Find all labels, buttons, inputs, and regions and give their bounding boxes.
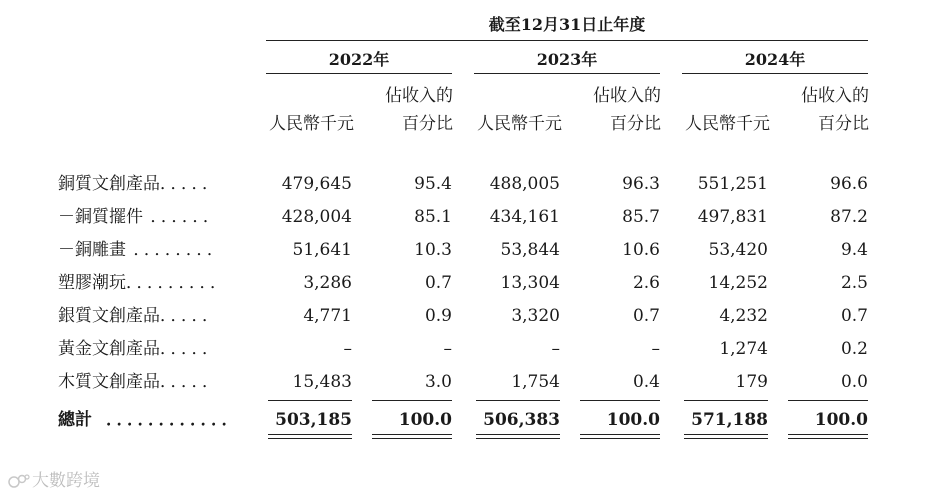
row-label-cell (58, 172, 221, 196)
subtotal-rule-2024-amount (684, 400, 768, 401)
cell-2023-amount: 53,844 (500, 240, 560, 260)
col-amount-2022: 人民幣千元 (269, 114, 354, 134)
total-2022-amount: 503,185 (275, 410, 352, 430)
cell-2022-amount: 51,641 (292, 240, 352, 260)
cell-2024-pct: 87.2 (830, 207, 868, 227)
cell-2022-pct: – (443, 339, 452, 359)
year-rule-2022 (266, 73, 452, 74)
cell-2022-pct: 0.9 (424, 306, 452, 326)
total-double-rule-2023-pct (580, 434, 660, 439)
total-2023-amount: 506,383 (483, 410, 560, 430)
cell-2022-amount: – (343, 339, 352, 359)
cell-2023-amount: 13,304 (500, 273, 560, 293)
row-dots: ．．．．．． (143, 207, 222, 227)
cell-2023-pct: 2.6 (632, 273, 660, 293)
row-dots: ．．．．． (160, 339, 221, 359)
row-label-cell (58, 304, 221, 328)
row-dots: ．．．．． (160, 306, 221, 326)
cell-2022-amount: 3,286 (303, 273, 352, 293)
year-rule-2024 (682, 73, 868, 74)
watermark-text: 大數跨境 (32, 471, 100, 491)
cell-2024-amount: 4,232 (719, 306, 768, 326)
cell-2022-pct: 0.7 (424, 273, 452, 293)
cell-2024-amount: 497,831 (697, 207, 768, 227)
cell-2023-amount: 488,005 (489, 174, 560, 194)
total-double-rule-2024-pct (788, 434, 868, 439)
cell-2023-pct: 0.4 (632, 372, 660, 392)
cell-2023-pct: 85.7 (622, 207, 660, 227)
period-header: 截至12月31日止年度 (488, 15, 646, 34)
subtotal-rule-2022-pct (372, 400, 452, 401)
col-pct-line2-2023: 百分比 (610, 114, 661, 134)
row-dots: ．．．．．．．． (126, 240, 226, 260)
cell-2022-amount: 4,771 (303, 306, 352, 326)
row-label: 木質文創產品 (58, 372, 160, 392)
row-label-cell (58, 337, 221, 361)
cell-2024-amount: 551,251 (697, 174, 768, 194)
total-dots: ．．．．．．．．．．．． (106, 410, 241, 430)
cell-2022-amount: 479,645 (281, 174, 352, 194)
total-label: 總計 (58, 410, 92, 430)
year-2023: 2023年 (536, 50, 598, 69)
year-2022: 2022年 (328, 50, 390, 69)
cell-2023-pct: 96.3 (622, 174, 660, 194)
cell-2024-pct: 0.7 (840, 306, 868, 326)
col-amount-2023: 人民幣千元 (477, 114, 562, 134)
subtotal-rule-2023-pct (580, 400, 660, 401)
cell-2022-pct: 3.0 (424, 372, 452, 392)
cell-2024-pct: 0.2 (840, 339, 868, 359)
row-dots: ．．．．． (160, 174, 221, 194)
cell-2024-amount: 1,274 (719, 339, 768, 359)
cell-2023-amount: 3,320 (511, 306, 560, 326)
subtotal-rule-2023-amount (476, 400, 560, 401)
total-double-rule-2022-amount (268, 434, 352, 439)
cell-2024-amount: 14,252 (708, 273, 768, 293)
row-label-cell (58, 370, 221, 394)
cell-2023-pct: 0.7 (632, 306, 660, 326)
subtotal-rule-2024-pct (788, 400, 868, 401)
cell-2024-pct: 0.0 (840, 372, 868, 392)
cell-2024-amount: 53,420 (708, 240, 768, 260)
total-label-cell (58, 408, 241, 432)
year-2024: 2024年 (744, 50, 806, 69)
total-2022-pct: 100.0 (398, 410, 452, 430)
total-double-rule-2022-pct (372, 434, 452, 439)
row-dots: ．．．．． (160, 372, 221, 392)
total-2023-pct: 100.0 (606, 410, 660, 430)
cell-2024-pct: 9.4 (840, 240, 868, 260)
row-label-cell (58, 238, 226, 262)
cell-2023-pct: 10.6 (622, 240, 660, 260)
period-rule (266, 40, 868, 41)
cell-2023-amount: 1,754 (511, 372, 560, 392)
row-label: 黃金文創產品 (58, 339, 160, 359)
row-label: －銅雕畫 (58, 240, 126, 260)
row-label: 塑膠潮玩 (58, 273, 126, 293)
watermark (8, 466, 100, 491)
col-pct-line1-2024: 佔收入的 (801, 86, 869, 106)
cell-2022-amount: 15,483 (292, 372, 352, 392)
cell-2022-pct: 95.4 (414, 174, 452, 194)
total-double-rule-2024-amount (684, 434, 768, 439)
row-label: 銅質文創產品 (58, 174, 160, 194)
col-pct-line2-2024: 百分比 (818, 114, 869, 134)
col-pct-line1-2022: 佔收入的 (385, 86, 453, 106)
cell-2022-pct: 10.3 (414, 240, 452, 260)
cell-2024-pct: 96.6 (830, 174, 868, 194)
row-label-cell (58, 271, 229, 295)
col-pct-line2-2022: 百分比 (402, 114, 453, 134)
total-2024-pct: 100.0 (814, 410, 868, 430)
row-label: 銀質文創產品 (58, 306, 160, 326)
cell-2023-amount: 434,161 (489, 207, 560, 227)
subtotal-rule-2022-amount (268, 400, 352, 401)
col-amount-2024: 人民幣千元 (685, 114, 770, 134)
cell-2023-pct: – (651, 339, 660, 359)
row-label: －銅質擺件 (58, 207, 143, 227)
cell-2022-amount: 428,004 (281, 207, 352, 227)
cell-2023-amount: – (551, 339, 560, 359)
watermark-logo-icon (8, 473, 30, 489)
total-double-rule-2023-amount (476, 434, 560, 439)
row-label-cell (58, 205, 222, 229)
col-pct-line1-2023: 佔收入的 (593, 86, 661, 106)
cell-2024-pct: 2.5 (840, 273, 868, 293)
cell-2024-amount: 179 (735, 372, 768, 392)
year-rule-2023 (474, 73, 660, 74)
total-2024-amount: 571,188 (691, 410, 768, 430)
row-dots: ．．．．．．．．． (126, 273, 229, 293)
cell-2022-pct: 85.1 (414, 207, 452, 227)
